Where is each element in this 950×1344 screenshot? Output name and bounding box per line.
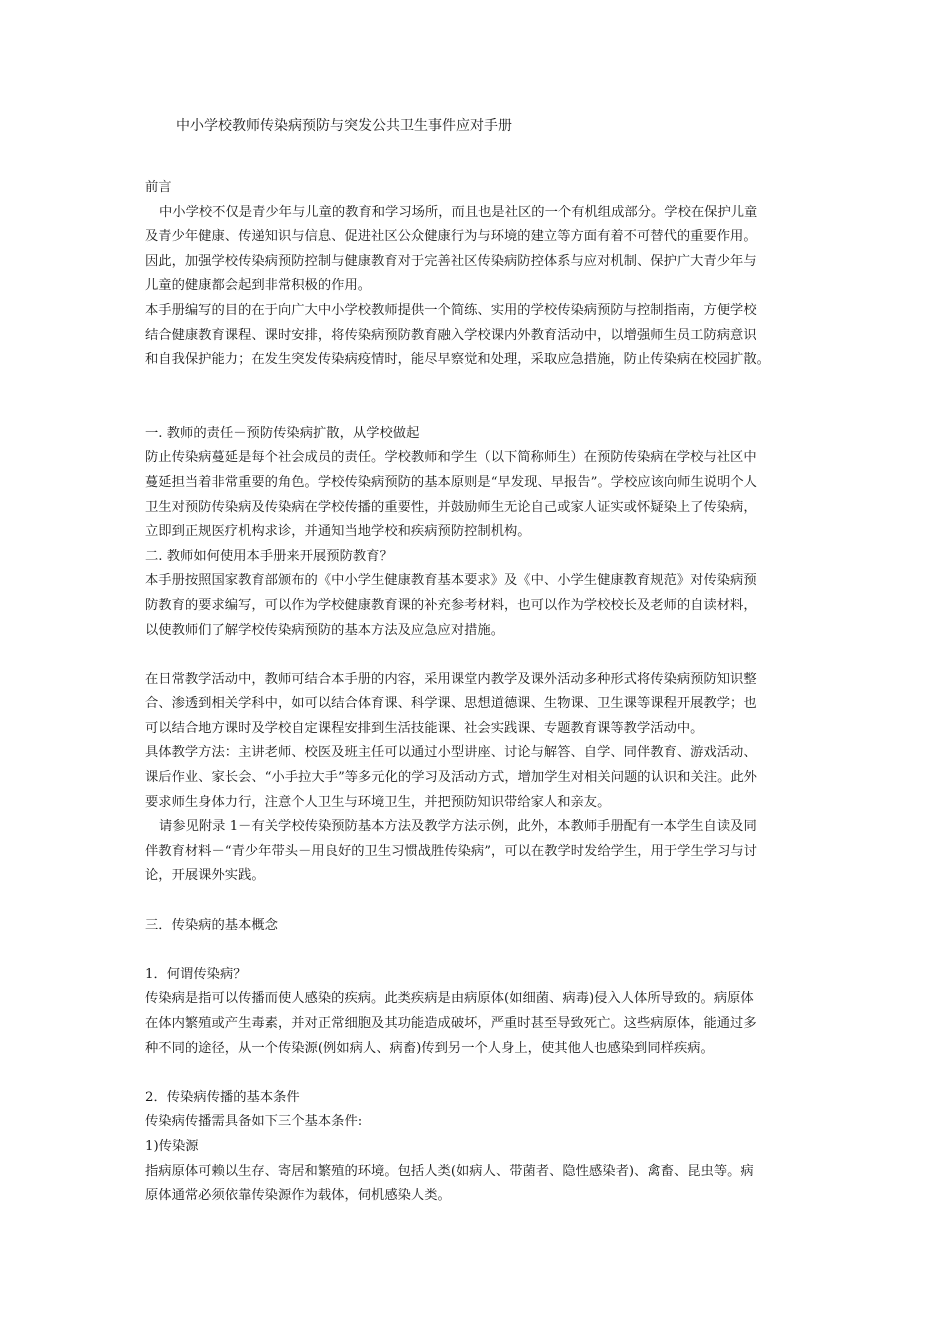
spacer xyxy=(145,938,825,963)
spacer xyxy=(145,889,825,914)
section3-sub1-heading: 1．何谓传染病？ xyxy=(145,966,247,982)
preface-p1-line: 及青少年健康、传递知识与信息、促进社区公众健康行为与环境的建立等方面有着不可替代的重要作用。 xyxy=(145,229,757,245)
preface-p1-line: 因此，加强学校传染病预防控制与健康教育对于完善社区传染病防控体系与应对机制、保护广大青少年与 xyxy=(145,253,757,269)
spacer xyxy=(145,1061,825,1086)
document-body xyxy=(145,176,825,1209)
section2-p3-line: 课后作业、家长会、“小手拉大手”等多元化的学习及活动方式，增加学生对相关问题的认识和关注。此外 xyxy=(145,770,757,786)
section1-heading: 一. 教师的责任－预防传染病扩散，从学校做起 xyxy=(145,425,420,441)
section3-sub1-line: 种不同的途径，从一个传染源(例如病人、病畜)传到另一个人身上，使其他人也感染到同样疾病。 xyxy=(145,1040,714,1056)
section3-sub2-heading: 2．传染病传播的基本条件 xyxy=(145,1089,300,1105)
section3-sub2-intro: 传染病传播需具备如下三个基本条件: xyxy=(145,1114,363,1130)
section2-p4-line: 伴教育材料－“青少年带头－用良好的卫生习惯战胜传染病”，可以在教学时发给学生，用于学生学习与讨 xyxy=(145,843,757,859)
section2-p4-line: 论，开展课外实践。 xyxy=(145,868,265,884)
document-title: 中小学校教师传染病预防与突发公共卫生事件应对手册 xyxy=(176,118,512,134)
section2-p3-line: 要求师生身体力行，注意个人卫生与环境卫生，并把预防知识带给家人和亲友。 xyxy=(145,794,611,810)
spacer xyxy=(145,373,825,422)
section3-sub1-line: 在体内繁殖或产生毒素，并对正常细胞及其功能造成破坏，严重时甚至导致死亡。这些病原体，能通过多 xyxy=(145,1016,757,1031)
preface-p1-line: 中小学校不仅是青少年与儿童的教育和学习场所，而且也是社区的一个有机组成部分。学校在保护儿童 xyxy=(159,204,758,220)
section2-heading: 二. 教师如何使用本手册来开展预防教育？ xyxy=(145,548,393,564)
section1-p1-line: 立即到正规医疗机构求诊，并通知当地学校和疾病预防控制机构。 xyxy=(145,524,531,540)
section1-p1-line: 蔓延担当着非常重要的角色。学校传染病预防的基本原则是“早发现、早报告”。学校应该向师生说明个人 xyxy=(145,474,757,490)
preface-p2-line: 和自我保护能力；在发生突发传染病疫情时，能尽早察觉和处理，采取应急措施，防止传染病在校园扩散。 xyxy=(145,352,770,368)
section1-p1-line: 卫生对预防传染病及传染病在学校传播的重要性，并鼓励师生无论自己或家人证实或怀疑染上了传染病， xyxy=(145,499,757,515)
section2-p1-line: 防教育的要求编写，可以作为学校健康教育课的补充参考材料，也可以作为学校校长及老师的自读材料， xyxy=(145,597,757,613)
section2-p2-line: 可以结合地方课时及学校自定课程安排到生活技能课、社会实践课、专题教育课等教学活动中。 xyxy=(145,720,704,736)
spacer xyxy=(145,643,825,668)
section3-heading: 三．传染病的基本概念 xyxy=(145,917,278,933)
section3-sub1-line: 传染病是指可以传播而使人感染的疾病。此类疾病是由病原体(如细菌、病毒)侵入人体所导致的。病原体 xyxy=(145,991,754,1007)
section3-sub2-item1-heading: 1)传染源 xyxy=(145,1138,199,1154)
section2-p2-line: 在日常教学活动中，教师可结合本手册的内容，采用课堂内教学及课外活动多种形式将传染病预防知识整 xyxy=(145,671,757,687)
preface-heading: 前言 xyxy=(145,180,172,195)
section2-p4-line: 请参见附录 1－有关学校传染预防基本方法及教学方法示例，此外，本教师手册配有一本学生自读及同 xyxy=(159,819,757,835)
section2-p2-line: 合、渗透到相关学科中，如可以结合体育课、科学课、思想道德课、生物课、卫生课等课程开展教学；也 xyxy=(145,696,757,712)
section2-p3-line: 具体教学方法：主讲老师、校医及班主任可以通过小型讲座、讨论与解答、自学、同伴教育、游戏活动、 xyxy=(145,745,757,761)
section2-p1-line: 以使教师们了解学校传染病预防的基本方法及应急应对措施。 xyxy=(145,622,505,638)
section1-p1-line: 防止传染病蔓延是每个社会成员的责任。学校教师和学生（以下简称师生）在预防传染病在学校与社区中 xyxy=(145,450,757,466)
preface-p1-line: 儿童的健康都会起到非常积极的作用。 xyxy=(145,278,372,294)
preface-p2-line: 结合健康教育课程、课时安排，将传染病预防教育融入学校课内外教育活动中，以增强师生员工防病意识 xyxy=(145,327,757,343)
section3-sub2-item1-line: 原体通常必须依靠传染源作为载体，伺机感染人类。 xyxy=(145,1188,451,1204)
section3-sub2-item1-line: 指病原体可赖以生存、寄居和繁殖的环境。包括人类(如病人、带菌者、隐性感染者)、禽畜、昆虫等。病 xyxy=(145,1163,754,1179)
preface-p2-line: 本手册编写的目的在于向广大中小学校教师提供一个简练、实用的学校传染病预防与控制指南，方便学校 xyxy=(145,302,757,318)
section2-p1-line: 本手册按照国家教育部颁布的《中小学生健康教育基本要求》及《中、小学生健康教育规范》对传染病预 xyxy=(145,573,757,589)
